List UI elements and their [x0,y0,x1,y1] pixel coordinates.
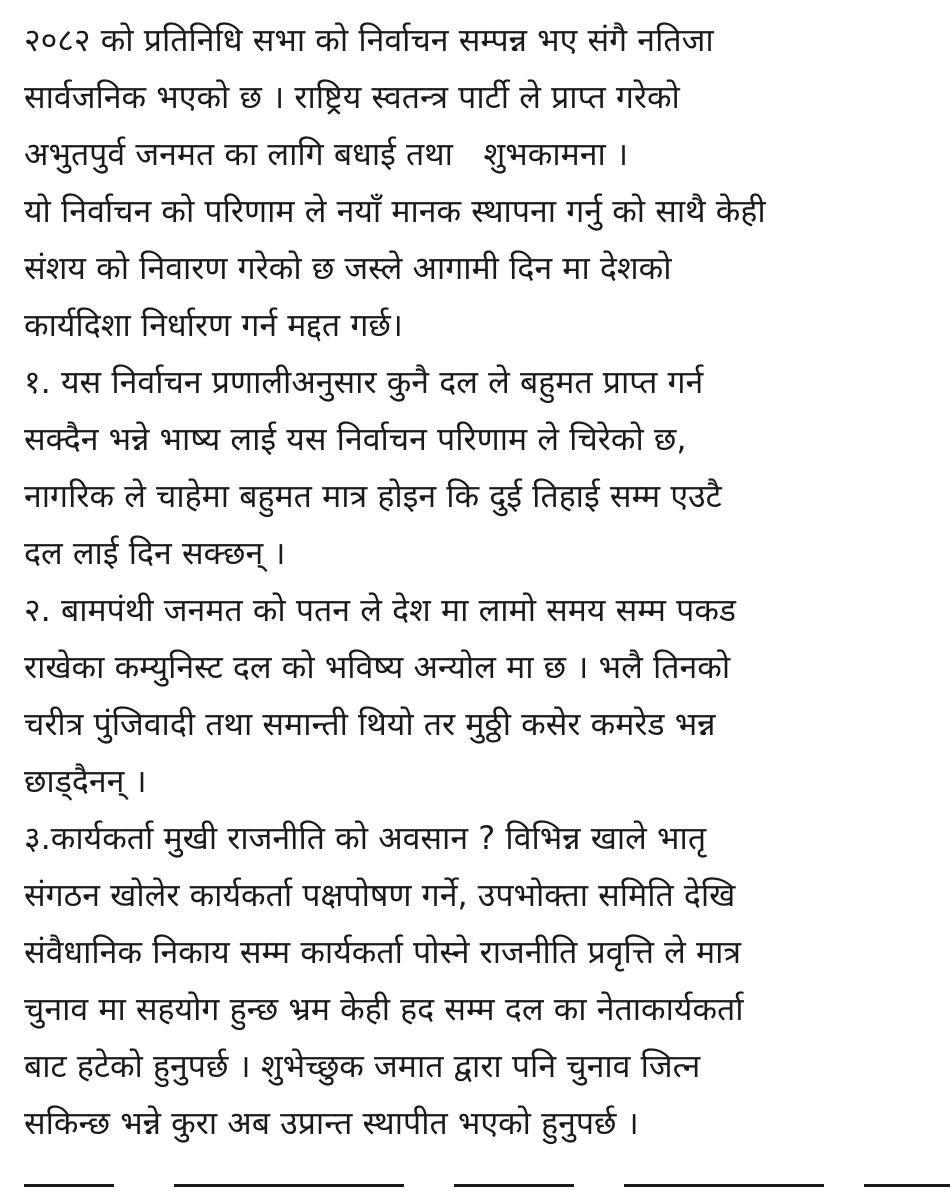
text-line: संवैधानिक निकाय सम्म कार्यकर्ता पोस्ने राजनीति प्रवृत्ति ले मात्र [24,933,742,971]
text-line: छाड्दैनन् । [24,762,147,800]
text-line: सकिन्छ भन्ने कुरा अब उप्रान्त स्थापीत भएको हुनुपर्छ । [24,1104,639,1142]
text-line: बाट हटेको हुनुपर्छ । शुभेच्छुक जमात द्वारा पनि चुनाव जित्न [24,1047,701,1085]
text-line: अभुतपुर्व जनमत का लागि बधाई तथा शुभकामना । [24,135,629,173]
document-body [24,12,950,1152]
text-line: राखेका कम्युनिस्ट दल को भविष्य अन्योल मा छ । भलै तिनको [24,648,731,686]
text-line: संशय को निवारण गरेको छ जस्ले आगामी दिन मा देशको [24,249,672,287]
point-1-line: १. यस निर्वाचन प्रणालीअनुसार कुनै दल ले बहुमत प्राप्त गर्न [24,363,704,401]
text-line: यो निर्वाचन को परिणाम ले नयाँ मानक स्थापना गर्नु को साथै केही [24,192,766,230]
text-line: नागरिक ले चाहेमा बहुमत मात्र होइन कि दुई तिहाई सम्म एउटै [24,477,722,515]
text-line: दल लाई दिन सक्छन् । [24,534,286,572]
text-line: सार्वजनिक भएको छ । राष्ट्रिय स्वतन्त्र पार्टी ले प्राप्त गरेको [24,78,680,116]
text-line: २०८२ को प्रतिनिधि सभा को निर्वाचन सम्पन्न भए संगै नतिजा [24,21,714,59]
text-line: चुनाव मा सहयोग हुन्छ भ्रम केही हद सम्म दल का नेताकार्यकर्ता [24,990,744,1028]
text-line: सक्दैन भन्ने भाष्य लाई यस निर्वाचन परिणाम ले चिरेको छ, [24,420,687,458]
point-3-line: ३.कार्यकर्ता मुखी राजनीति को अवसान ? विभिन्न खाले भातृ [24,819,707,857]
text-line: चरीत्र पुंजिवादी तथा समान्ती थियो तर मुठ्ठी कसेर कमरेड भन्न [24,705,716,743]
cropped-next-line [24,1184,950,1200]
text-line: कार्यदिशा निर्धारण गर्न मद्दत गर्छ। [24,306,403,344]
text-line: संगठन खोलेर कार्यकर्ता पक्षपोषण गर्ने, उपभोक्ता समिति देखि [24,876,736,914]
point-2-line: २. बामपंथी जनमत को पतन ले देश मा लामो समय सम्म पकड [24,591,737,629]
